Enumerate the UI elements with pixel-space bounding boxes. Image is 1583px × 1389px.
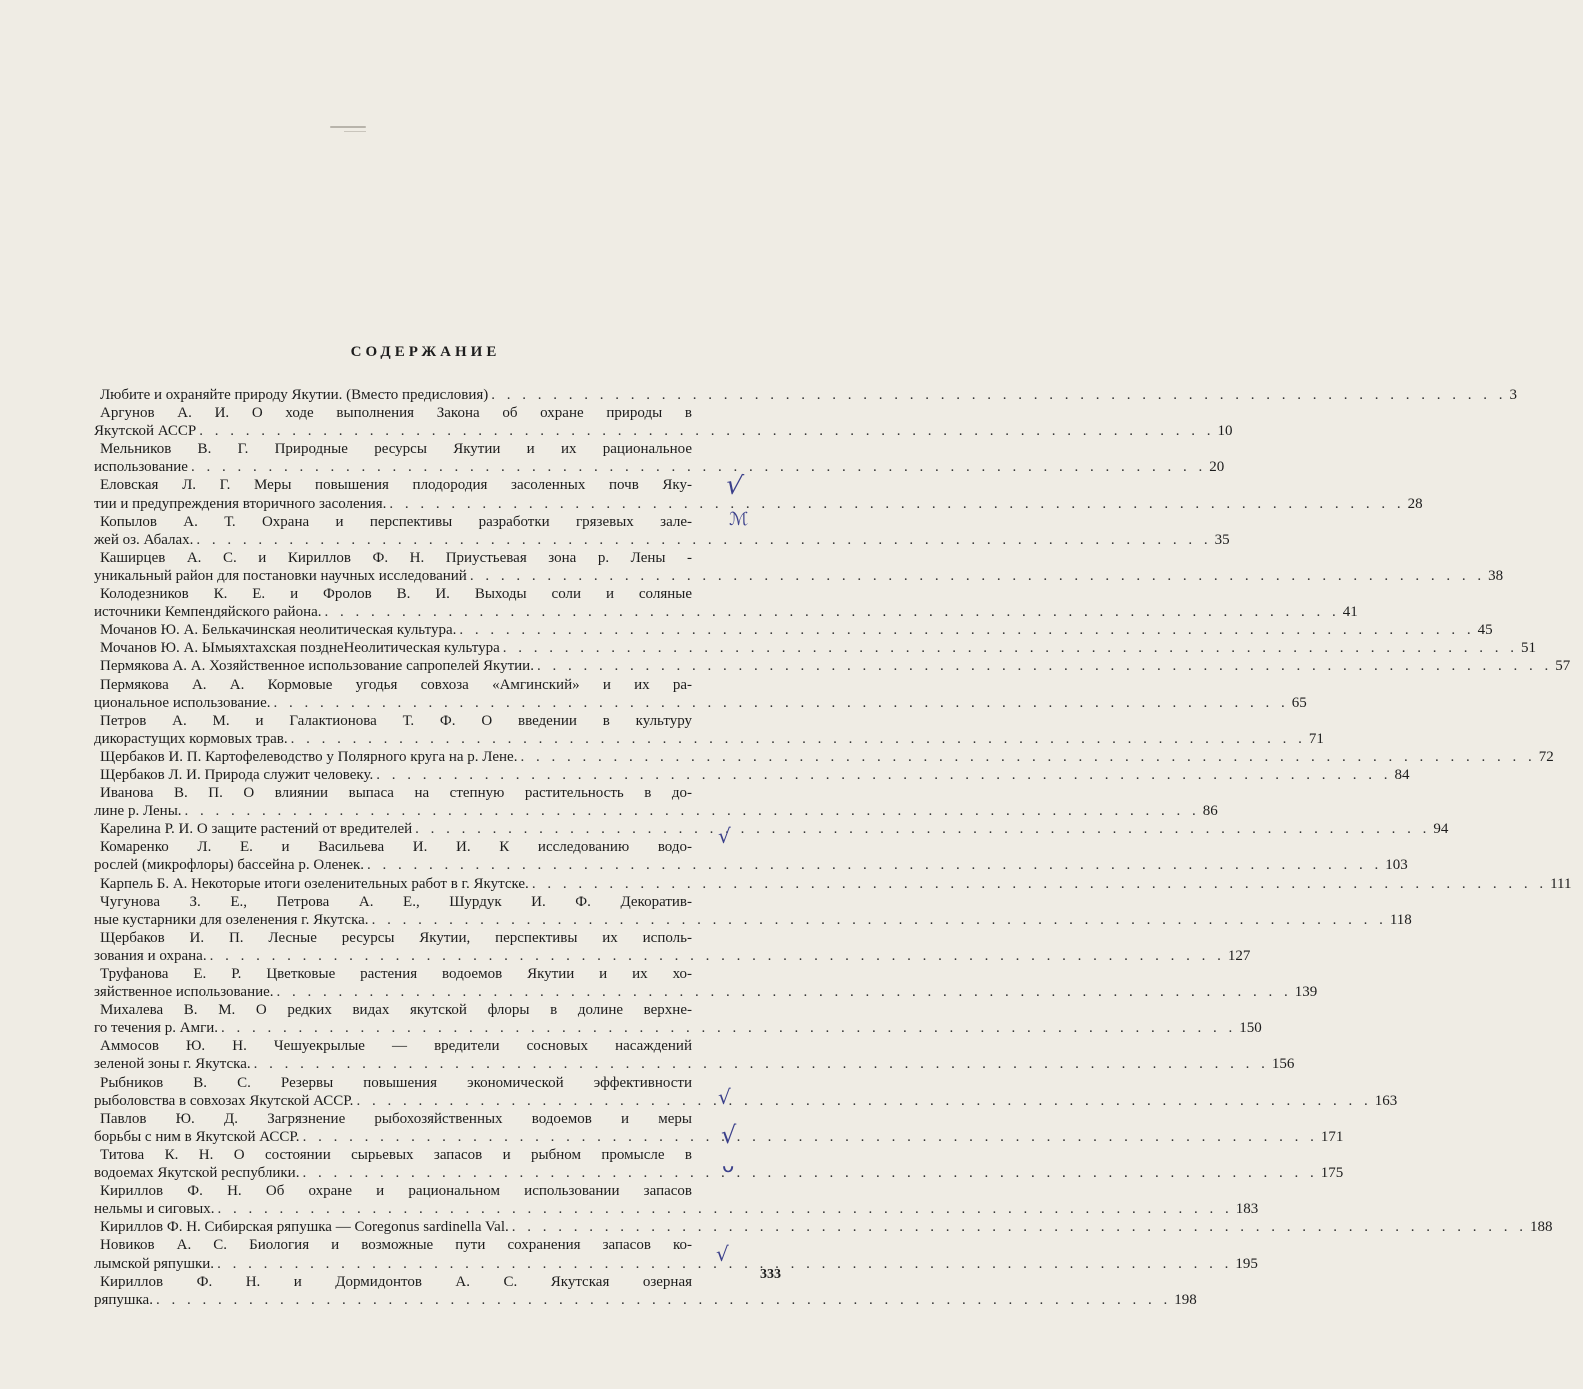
toc-entry-text: Чугунова З. Е., Петрова А. Е., Шурдук И. Ф. Декоратив- xyxy=(100,893,692,910)
toc-page-number: 163 xyxy=(1374,1092,1398,1109)
handwritten-checkmark: √ xyxy=(716,1242,729,1266)
toc-entry-text: лине р. Лены. xyxy=(94,803,182,820)
dot-leader xyxy=(156,1291,1171,1309)
dot-leader xyxy=(196,531,1211,549)
toc-page-number: 3 xyxy=(1509,387,1518,403)
toc-entry xyxy=(94,1218,1553,1236)
toc-page-number: 35 xyxy=(1214,531,1230,548)
dot-leader xyxy=(303,1128,1318,1146)
handwritten-checkmark: √ xyxy=(718,1085,731,1109)
toc-page-number: 118 xyxy=(1389,911,1412,928)
toc-entry xyxy=(94,404,1233,440)
toc-entry xyxy=(94,585,1358,621)
contents-heading: СОДЕРЖАНИЕ xyxy=(350,344,501,360)
toc-entry-text: Комаренко Л. Е. и Васильева И. И. К исследованию водо- xyxy=(100,839,692,856)
toc-entry-text: тии и предупреждения вторичного засоления. xyxy=(94,495,387,512)
toc-entry-text: источники Кемпендяйского района. xyxy=(94,604,322,621)
toc-entry-text: Еловская Л. Г. Меры повышения плодородия засоленных почв Яку- xyxy=(100,477,692,494)
toc-page-number: 65 xyxy=(1291,694,1307,711)
toc-entry-text: Мочанов Ю. А. Ымыяхтахская позднеНеолитическая культура xyxy=(100,640,500,657)
toc-entry xyxy=(94,748,1554,766)
toc-entry-text: Новиков А. С. Биология и возможные пути сохранения запасов ко- xyxy=(100,1237,692,1254)
toc-entry-text: Труфанова Е. Р. Цветковые растения водоемов Якутии и их хо- xyxy=(100,966,692,982)
toc-entry xyxy=(94,766,1410,784)
toc-entry xyxy=(94,1236,1258,1272)
toc-entry-text: Пермякова А. А. Кормовые угодья совхоза «Амгинский» и их ра- xyxy=(100,676,692,693)
toc-entry xyxy=(94,1182,1259,1218)
toc-page-number: 94 xyxy=(1433,821,1449,838)
toc-entry xyxy=(94,440,1225,476)
dot-leader xyxy=(210,947,1225,965)
toc-page-number: 103 xyxy=(1385,857,1408,874)
dot-leader xyxy=(302,1164,1317,1182)
toc-page-number: 72 xyxy=(1538,748,1554,765)
toc-entry-text: Кириллов Ф. Н. Сибирская ряпушка — Coregonus sardinella Val. xyxy=(100,1219,509,1236)
toc-entry xyxy=(94,712,1324,748)
toc-entry-text: Кириллов Ф. Н. и Дормидонтов А. С. Якутская озерная xyxy=(100,1273,692,1290)
toc-entry xyxy=(94,893,1412,929)
dot-leader xyxy=(520,748,1535,766)
decorative-dash xyxy=(344,131,366,132)
toc-entry xyxy=(94,513,1230,549)
toc-page-number: 150 xyxy=(1239,1020,1262,1037)
decorative-dash xyxy=(330,126,366,128)
toc-entry-text: Михалева В. М. О редких видах якутской флоры в долине верхне- xyxy=(100,1002,692,1019)
dot-leader xyxy=(503,639,1518,657)
toc-entry-text: Рыбников В. С. Резервы повышения экономической эффективности xyxy=(100,1074,692,1091)
toc-entry xyxy=(94,965,1318,1001)
toc-entry-text: Карпель Б. А. Некоторые итоги озеленительных работ в г. Якутске. xyxy=(100,875,529,892)
toc-page-number: 183 xyxy=(1235,1201,1259,1218)
dot-leader xyxy=(356,1092,1371,1110)
toc-entry-text: Павлов Ю. Д. Загрязнение рыбохозяйственных водоемов и меры xyxy=(100,1110,692,1127)
dot-leader xyxy=(491,386,1506,404)
toc-entry-text: жей оз. Абалах. xyxy=(94,531,194,548)
dot-leader xyxy=(376,766,1391,784)
toc-entry-text: Каширцев А. С. и Кириллов Ф. Н. Приустьевая зона р. Лены - xyxy=(100,549,692,566)
toc-page-number: 20 xyxy=(1209,459,1225,476)
toc-page-number: 171 xyxy=(1320,1128,1344,1145)
toc-page-number: 198 xyxy=(1174,1291,1197,1308)
toc-entry-text: Петров А. М. и Галактионова Т. Ф. О введении в культуру xyxy=(100,712,692,729)
dot-leader xyxy=(221,1019,1236,1037)
toc-page-number: 111 xyxy=(1550,875,1572,892)
dot-leader xyxy=(291,730,1306,748)
dot-leader xyxy=(325,603,1340,621)
toc-entry xyxy=(94,1146,1344,1182)
toc-entry xyxy=(94,657,1571,675)
toc-entry-text: зования и охрана. xyxy=(94,947,207,964)
toc-entry-text: Колодезников К. Е. и Фролов В. И. Выходы соли и соляные xyxy=(100,586,692,603)
toc-entry-text: Щербаков И. П. Лесные ресурсы Якутии, перспективы их исполь- xyxy=(100,929,692,946)
handwritten-scribble: ℳ xyxy=(729,509,749,530)
page-number: 333 xyxy=(760,1267,781,1282)
dot-leader xyxy=(367,856,1382,874)
toc-entry-text: уникальный район для постановки научных исследований xyxy=(94,567,467,584)
toc-page-number: 57 xyxy=(1555,658,1571,675)
toc-page-number: 84 xyxy=(1394,766,1410,783)
toc-entry-text: дикорастущих кормовых трав. xyxy=(94,730,288,747)
toc-entry xyxy=(94,820,1449,838)
dot-leader xyxy=(277,983,1292,1001)
toc-entry-text: Кириллов Ф. Н. Об охране и рациональном использовании запасов xyxy=(100,1183,692,1200)
toc-entry xyxy=(94,386,1518,404)
toc-entry-text: ные кустарники для озеленения г. Якутска. xyxy=(94,911,369,928)
handwritten-checkmark: √ xyxy=(721,1121,737,1149)
toc-entry-text: Иванова В. П. О влиянии выпаса на степную растительность в до- xyxy=(100,785,692,802)
handwritten-checkmark: ᴗ xyxy=(722,1153,735,1177)
toc-entry-text: рослей (микрофлоры) бассейна р. Оленек. xyxy=(94,857,365,874)
dot-leader xyxy=(532,875,1547,893)
toc-entry xyxy=(94,1110,1344,1146)
dot-leader xyxy=(415,820,1430,838)
toc-entry-text: Титова К. Н. О состоянии сырьевых запасов и рыбном промысле в xyxy=(100,1146,692,1163)
dot-leader xyxy=(537,657,1552,675)
toc-page-number: 41 xyxy=(1342,604,1358,621)
toc-page-number: 139 xyxy=(1294,984,1318,1001)
toc-entry xyxy=(94,639,1536,657)
toc-entry-text: нельмы и сиговых. xyxy=(94,1201,215,1218)
dot-leader xyxy=(389,495,1404,513)
toc-entry-text: водоемах Якутской республики. xyxy=(94,1165,300,1182)
toc-entry xyxy=(94,1037,1295,1073)
dot-leader xyxy=(217,1200,1232,1218)
toc-entry-text: Щербаков И. П. Картофелеводство у Полярного круга на р. Лене. xyxy=(100,748,518,765)
dot-leader xyxy=(199,422,1214,440)
toc-page-number: 10 xyxy=(1217,423,1233,440)
toc-entry-text: Якутской АССР xyxy=(94,423,197,440)
toc-entry-text: Аммосов Ю. Н. Чешуекрылые — вредители сосновых насаждений xyxy=(100,1038,692,1055)
toc-entry-text: использование xyxy=(94,459,188,476)
toc-entry xyxy=(94,838,1408,874)
toc-entry-text: го течения р. Амги. xyxy=(94,1020,219,1037)
toc-page-number: 175 xyxy=(1320,1165,1344,1182)
toc-entry-text: Любите и охраняйте природу Якутии. (Вместо предисловия) xyxy=(100,387,489,403)
toc-entry xyxy=(94,875,1572,893)
toc-page-number: 45 xyxy=(1477,622,1493,639)
toc-page-number: 71 xyxy=(1308,730,1324,747)
toc-entry xyxy=(94,784,1218,820)
toc-entry-text: Карелина Р. И. О защите растений от вредителей xyxy=(100,821,413,838)
toc-entry-text: зеленой зоны г. Якутска. xyxy=(94,1056,251,1073)
toc-entry-text: зяйственное использование. xyxy=(94,984,274,1001)
dot-leader xyxy=(254,1055,1269,1073)
toc-page-number: 28 xyxy=(1407,495,1423,512)
toc-page-number: 86 xyxy=(1202,803,1218,820)
toc-entry xyxy=(94,1074,1398,1110)
toc-entry xyxy=(94,1001,1262,1037)
dot-leader xyxy=(372,911,1387,929)
toc-page-number: 156 xyxy=(1271,1056,1295,1073)
toc-entry-text: Аргунов А. И. О ходе выполнения Закона об охране природы в xyxy=(100,405,692,422)
dot-leader xyxy=(274,694,1289,712)
handwritten-checkmark: √ xyxy=(723,469,745,503)
toc-entry-text: циональное использование. xyxy=(94,694,271,711)
dot-leader xyxy=(459,621,1474,639)
toc-entry xyxy=(94,621,1493,639)
dot-leader xyxy=(185,802,1200,820)
toc-entry-text: Мельников В. Г. Природные ресурсы Якутии и их рациональное xyxy=(100,441,692,458)
toc-entry-text: борьбы с ним в Якутской АССР. xyxy=(94,1128,300,1145)
toc-entry xyxy=(94,476,1423,512)
dot-leader xyxy=(470,567,1485,585)
toc-entry-text: Копылов А. Т. Охрана и перспективы разработки грязевых зале- xyxy=(100,513,692,530)
handwritten-checkmark: √ xyxy=(718,824,731,848)
toc-entry xyxy=(94,676,1307,712)
dot-leader xyxy=(512,1218,1527,1236)
toc-entry xyxy=(94,929,1251,965)
toc-entry-text: ряпушка. xyxy=(94,1291,153,1308)
dot-leader xyxy=(191,458,1206,476)
toc-entry-text: Мочанов Ю. А. Белькачинская неолитическая культура. xyxy=(100,622,457,639)
toc-page-number: 51 xyxy=(1520,640,1536,657)
toc-entry-text: Щербаков Л. И. Природа служит человеку. xyxy=(100,766,374,783)
toc-entry-text: лымской ряпушки. xyxy=(94,1255,215,1272)
toc-entry-text: Пермякова А. А. Хозяйственное использование сапропелей Якутии. xyxy=(100,658,534,675)
toc-page-number: 188 xyxy=(1530,1219,1553,1236)
toc-page-number: 38 xyxy=(1488,567,1504,584)
toc-entry xyxy=(94,549,1504,585)
toc-page-number: 127 xyxy=(1227,947,1251,964)
toc-page-number: 195 xyxy=(1235,1255,1258,1272)
toc-entry-text: рыболовства в совхозах Якутской АССР. xyxy=(94,1092,354,1109)
